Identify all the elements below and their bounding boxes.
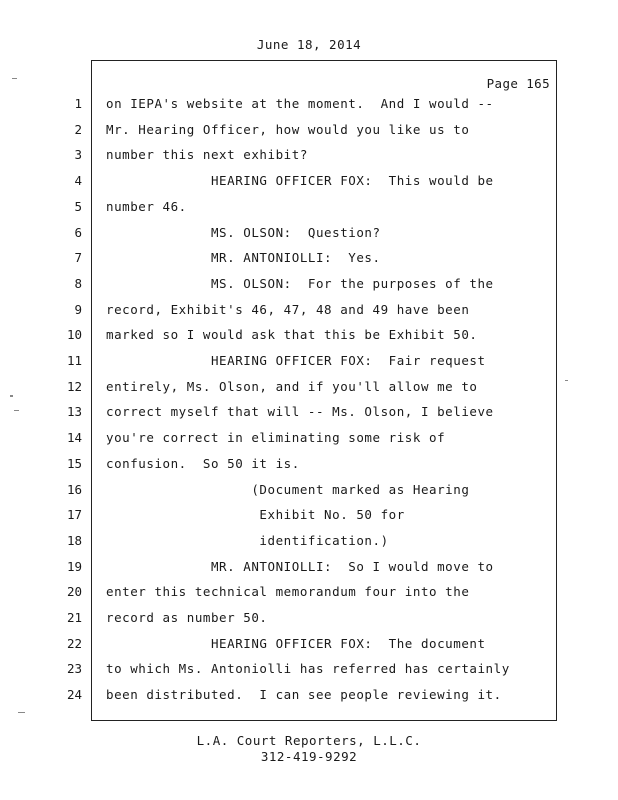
line-number: 14 (66, 430, 82, 445)
line-text: number 46. (106, 199, 187, 214)
page-number: Page 165 (486, 76, 550, 91)
line-text: to which Ms. Antoniolli has referred has certainly (106, 661, 510, 676)
line-text: entirely, Ms. Olson, and if you'll allow me to (106, 379, 478, 394)
line-text: MS. OLSON: For the purposes of the (106, 276, 494, 291)
line-number: 24 (66, 687, 82, 702)
line-text: Mr. Hearing Officer, how would you like us to (106, 122, 470, 137)
line-text: MS. OLSON: Question? (106, 225, 381, 240)
line-number: 17 (66, 507, 82, 522)
line-number: 22 (66, 636, 82, 651)
line-text: (Document marked as Hearing (106, 482, 470, 497)
line-text: been distributed. I can see people reviewing it. (106, 687, 502, 702)
footer-phone: 312-419-9292 (260, 749, 358, 764)
line-text: confusion. So 50 it is. (106, 456, 300, 471)
line-number: 10 (66, 327, 82, 342)
line-number: 18 (66, 533, 82, 548)
line-number: 13 (66, 404, 82, 419)
line-number: 20 (66, 584, 82, 599)
line-text: Exhibit No. 50 for (106, 507, 405, 522)
line-number: 9 (74, 302, 82, 317)
line-number: 2 (74, 122, 82, 137)
line-text: marked so I would ask that this be Exhibit 50. (106, 327, 478, 342)
line-number: 5 (74, 199, 82, 214)
line-text: MR. ANTONIOLLI: So I would move to (106, 559, 494, 574)
line-text: number this next exhibit? (106, 147, 308, 162)
line-text: record, Exhibit's 46, 47, 48 and 49 have been (106, 302, 470, 317)
line-text: enter this technical memorandum four into the (106, 584, 470, 599)
line-text: correct myself that will -- Ms. Olson, I believe (106, 404, 494, 419)
line-number: 3 (74, 147, 82, 162)
line-number: 19 (66, 559, 82, 574)
line-text: identification.) (106, 533, 389, 548)
line-number: 11 (66, 353, 82, 368)
line-text: HEARING OFFICER FOX: The document (106, 636, 486, 651)
line-number: 4 (74, 173, 82, 188)
line-number: 7 (74, 250, 82, 265)
line-number: 12 (66, 379, 82, 394)
line-number: 16 (66, 482, 82, 497)
line-number: 23 (66, 661, 82, 676)
line-text: you're correct in eliminating some risk of (106, 430, 446, 445)
line-number: 1 (74, 96, 82, 111)
line-number: 6 (74, 225, 82, 240)
line-text: on IEPA's website at the moment. And I would -- (106, 96, 494, 111)
line-text: record as number 50. (106, 610, 268, 625)
line-text: HEARING OFFICER FOX: This would be (106, 173, 494, 188)
line-text: HEARING OFFICER FOX: Fair request (106, 353, 486, 368)
footer-reporter: L.A. Court Reporters, L.L.C. (196, 733, 422, 748)
transcript-date: June 18, 2014 (256, 37, 362, 52)
line-number: 8 (74, 276, 82, 291)
line-text: MR. ANTONIOLLI: Yes. (106, 250, 381, 265)
line-number: 15 (66, 456, 82, 471)
line-number: 21 (66, 610, 82, 625)
